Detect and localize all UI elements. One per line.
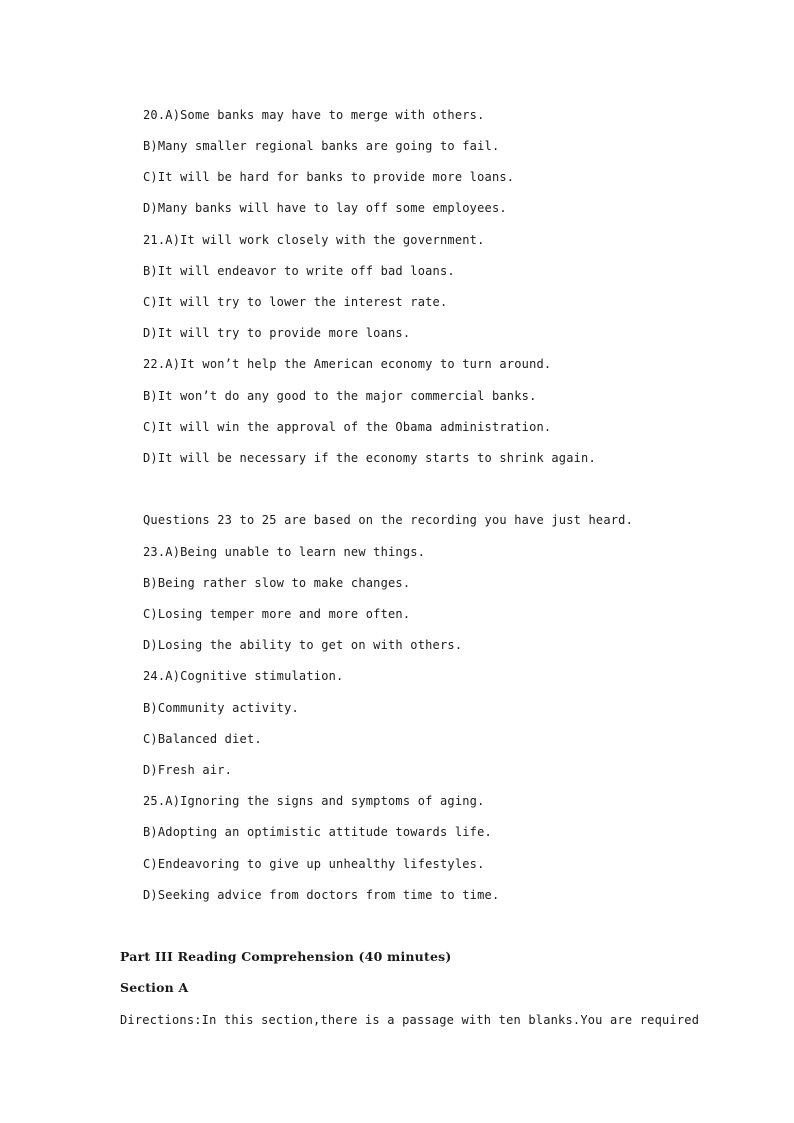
q22-option-a: 22.A)It won’t help the American economy to turn around. [143,357,552,371]
q25-option-b: B)Adopting an optimistic attitude towards life. [143,825,492,839]
q21-option-b: B)It will endeavor to write off bad loans. [143,264,455,278]
q25-option-d: D)Seeking advice from doctors from time to time. [143,888,500,902]
q24-option-b: B)Community activity. [143,701,299,715]
q21-option-d: D)It will try to provide more loans. [143,326,411,340]
group-intro: Questions 23 to 25 are based on the recording you have just heard. [143,513,634,527]
q23-option-d: D)Losing the ability to get on with others. [143,638,463,652]
q20-option-d: D)Many banks will have to lay off some employees. [143,201,507,215]
q20-option-b: B)Many smaller regional banks are going to fail. [143,139,500,153]
section-heading: Section A [120,980,189,995]
q21-option-c: C)It will try to lower the interest rate. [143,295,448,309]
q20-option-a: 20.A)Some banks may have to merge with others. [143,108,485,122]
q22-option-d: D)It will be necessary if the economy starts to shrink again. [143,451,596,465]
q21-option-a: 21.A)It will work closely with the government. [143,233,485,247]
q24-option-c: C)Balanced diet. [143,732,262,746]
q25-option-a: 25.A)Ignoring the signs and symptoms of aging. [143,794,485,808]
q24-option-d: D)Fresh air. [143,763,233,777]
q20-option-c: C)It will be hard for banks to provide more loans. [143,170,515,184]
q23-option-b: B)Being rather slow to make changes. [143,576,411,590]
q24-option-a: 24.A)Cognitive stimulation. [143,669,344,683]
q22-option-b: B)It won’t do any good to the major commercial banks. [143,389,537,403]
q25-option-c: C)Endeavoring to give up unhealthy lifestyles. [143,857,485,871]
q23-option-a: 23.A)Being unable to learn new things. [143,545,426,559]
q23-option-c: C)Losing temper more and more often. [143,607,411,621]
directions-text: Directions:In this section,there is a passage with ten blanks.You are required [120,1013,700,1027]
q22-option-c: C)It will win the approval of the Obama administration. [143,420,552,434]
part-heading: Part III Reading Comprehension (40 minutes) [120,949,452,964]
